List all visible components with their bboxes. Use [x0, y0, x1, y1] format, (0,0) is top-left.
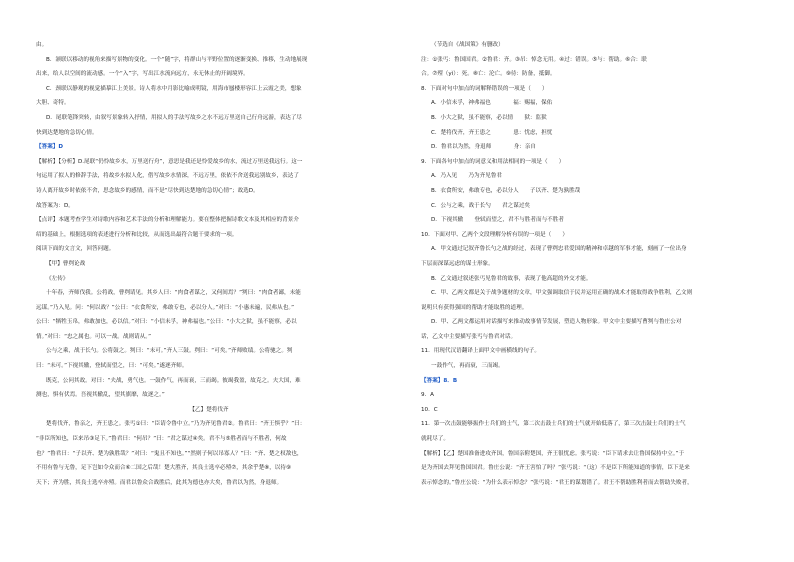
- annotation-line: 合。⑦殪（yì）：死。⑧亡：沦亡。⑨待：防备，抵御。: [421, 71, 556, 78]
- source-title: 《左传》: [46, 275, 69, 282]
- passage-line: 远谋。”乃入见。问：“何以战？”公曰：“衣食所安，弗敢专也，必以分人。”对曰：“小惠未遍，民弗从也。”: [36, 304, 295, 311]
- passage-line: 曰：“未可。”下视其辙，登轼而望之，曰：“可矣。”遂逐齐师。: [36, 363, 188, 370]
- passage-line: 情。”对曰：“忠之属也。可以一战。战则请从。”: [36, 333, 151, 340]
- passage-line: 既克，公问其故。对曰：“夫战，勇气也。一鼓作气，再而衰，三而竭。彼竭我盈，故克之。夫大国，难: [46, 377, 301, 384]
- text-line: C．颈联以静观的视觉描摹江上美景。诗人将水中月影比喻成明镜，用海市蜃楼形容江上云霞之美，想象: [46, 85, 302, 92]
- instruction-line: 阅读下面的文言文，回答问题。: [36, 246, 115, 253]
- question-11: 11．用现代汉语翻译上面甲文中画横线的句子。: [421, 348, 540, 355]
- text-line: 故答案为：D。: [36, 202, 74, 209]
- text-line: 大胆、奇特。: [36, 100, 70, 107]
- answer-label: 【答案】D: [36, 144, 64, 151]
- answer-line: 10．C: [421, 406, 438, 413]
- right-column: [421, 38, 765, 490]
- option-line: C．甲、乙两文都是关于战争题材的文章，甲文强调取信于民并运用正确的战术才能取得战争胜利，乙文则: [431, 290, 693, 297]
- passage-line: 公与之乘，战于长勺。公将鼓之。刿曰：“未可。”齐人三鼓。刿曰：“可矣。”齐师败绩。公将驰之。刿: [46, 348, 293, 355]
- option-line: B．小大之狱，虽不能察，必以情 狱：监狱: [431, 114, 547, 121]
- question-10: 10．下面对甲、乙两个文段理解分析有误的一项是（ ）: [421, 231, 568, 238]
- passage-line: 不用有鲁与无鲁，足下岂如令众而合⑥二国之后哉！楚大胜齐，其良士选卒必殪⑦，其余乎楚⑧，以待⑨: [36, 465, 291, 472]
- analysis-line: 是为齐国去拜见鲁国国君。鲁庄公说：“齐王害怕了吗？”张丐说：“（这）不是臣下所能知道的事情，臣下是来: [421, 465, 690, 472]
- passage-line: 测也，惧有伏焉。吾视其辙乱，望其旗靡，故逐之。”: [36, 392, 165, 399]
- option-line: B．乙文通过叙述张丐见鲁君的故事，表现了他高超的外交才能。: [431, 275, 592, 282]
- option-line: B．衣食所安，弗敢专也，必以分人 子以齐、楚为孰胜哉: [431, 187, 581, 194]
- answer-line: 11．第一次击鼓能够振作士兵们的士气，第二次击鼓士兵们的士气就开始低落了，第三次击鼓士兵们的士气: [421, 421, 686, 428]
- option-line: 说明只有获得强国的帮助才能取胜的道理。: [421, 304, 528, 311]
- option-line: A．小信未孚，神弗福也 福：赐福，保佑: [431, 100, 553, 107]
- question-8: 8．下面对句中加点的词解释错误的一项是（ ）: [421, 85, 548, 92]
- left-column: [36, 38, 382, 490]
- translate-sentence: 一鼓作气，再而衰，三而竭。: [431, 363, 504, 370]
- answer-line: 就耗尽了。: [421, 436, 449, 443]
- answer-label: 【答案】8．B: [421, 377, 458, 384]
- option-line: D．甲、乙两文都运用对话描写来推动故事情节发展，塑造人物形象。甲文中主要描写曹刿与鲁庄公对: [431, 319, 682, 326]
- option-line: A．乃入见 乃为齐见鲁君: [431, 173, 502, 180]
- text-line: 快到达楚地的急切心情。: [36, 129, 98, 136]
- analysis-line: 表示悼念的。”鲁庄公说：“为什么表示悼念？”张丐说：“君王的谋划错了。君王不帮助胜利者而去帮助失败者，: [421, 479, 693, 486]
- option-line: 下层而深谋远虑的谋士形象。: [421, 260, 494, 267]
- question-9: 9．下面各句中加点的词意义和用法相同的一项是（ ）: [421, 158, 565, 165]
- passage-line: “非臣所知也，臣来吊③足下。”鲁君曰：“何吊？”曰：“君之谋过④矣。君不与⑤胜者而与不胜者，何故: [36, 436, 287, 443]
- option-line: D．下视其辙 登轼而望之，君不与胜者而与不胜者: [431, 217, 564, 224]
- source-note: （节选自《战国策》有删改）: [431, 42, 504, 48]
- text-line: B．颔联以移动的视角来描写景物的变化。一个“随”字，将群山与平野位置的逐渐变换、推移，生动地展现: [46, 56, 308, 63]
- option-line: C．楚将伐齐，齐王患之 患：忧虑，担忧: [431, 129, 553, 136]
- option-line: 话，乙文中主要描写张丐与鲁君对话。: [421, 333, 517, 340]
- passage-line: 公曰：“牺牲玉帛，弗敢加也，必以信。”对曰：“小信未孚，神弗福也。”公曰：“小大之狱，虽不能察，必以: [36, 319, 297, 326]
- option-line: D．鲁君以为然，身退师 身：亲自: [431, 144, 536, 151]
- section-title-yi: 【乙】楚将伐齐: [189, 406, 229, 413]
- annotation-line: 注：①张丐：鲁国国君。②鲁君：齐。③吊：悼念无用。④过：错误。⑤与：帮助。⑥合：联: [421, 56, 647, 63]
- option-line: C．公与之乘，战于长勺 君之谋过矣: [431, 202, 531, 209]
- option-line: A．甲文通过记叙齐鲁长勺之战的经过，表现了曹刿忠君爱国的精神和卓越的军事才能，刻画了一位出身: [431, 246, 687, 253]
- text-line: D．尾联笔锋突转，由叙写景象转入抒情，用拟人的手法写故乡之水不远万里送自己行舟远游，表达了尽: [46, 114, 303, 121]
- analysis-line: 【解析】【分析】D.尾联“仍怜故乡水，万里送行舟”，意思是我还是怜爱故乡的水，流过万里送我远行。这一: [36, 158, 303, 165]
- passage-line: 十年春，齐师伐我。公将战，曹刿请见。其乡人曰：“肉食者谋之，又何间焉？”刿曰：“肉食者鄙，未能: [46, 290, 301, 297]
- passage-line: 天下；齐为胜，其良士选卒亦殪。而君以鲁众合战胜后，此其为德也亦大矣，鲁君以为然，身退师。: [36, 479, 283, 486]
- answer-line: 9．A: [421, 392, 434, 399]
- section-title-jia: 【甲】曹刿论战: [46, 260, 86, 267]
- text-line: 由。: [36, 42, 48, 48]
- comment-line: 【点评】本题考查学生对诗歌内容和艺术手法的分析和理解能力。要在整体把握诗歌文本及其相应的背景介: [36, 217, 299, 224]
- text-line: 出来，给人以空间的流动感。一个“入”字，写出江水流向远方，永无休止的开阔境界。: [36, 71, 249, 78]
- text-line: 诗人离开故乡时依依不舍，思念故乡的感情，而不是“尽快到达楚地的急切心情”；故选D。: [36, 187, 259, 194]
- text-line: 句运用了拟人的修辞手法，将故乡水拟人化，借写故乡水情深，不远万里，依依不舍送我远别故乡，表达了: [36, 173, 299, 180]
- passage-line: 楚将伐齐，鲁亲之，齐王患之。张丐①曰：“臣请令鲁中立。”乃为齐见鲁君②。鲁君曰：“齐王惧乎？”曰：: [46, 421, 306, 428]
- passage-line: 也？”鲁君曰：“子以齐、楚为孰胜哉？”对曰：“鬼且不知也。”“然则子何以吊寡人？”曰：“齐、楚之权敌也，: [36, 450, 303, 457]
- text-line: 绍的基础上，根据选项的表述进行分析和比较，从而选出最符合题干要求的一项。: [36, 231, 238, 238]
- analysis-line: 【解析】【乙】楚国准备进攻齐国，鲁国亲附楚国，齐王很忧虑。张丐说：“臣下请求去让鲁国保持中立。”于: [421, 450, 685, 457]
